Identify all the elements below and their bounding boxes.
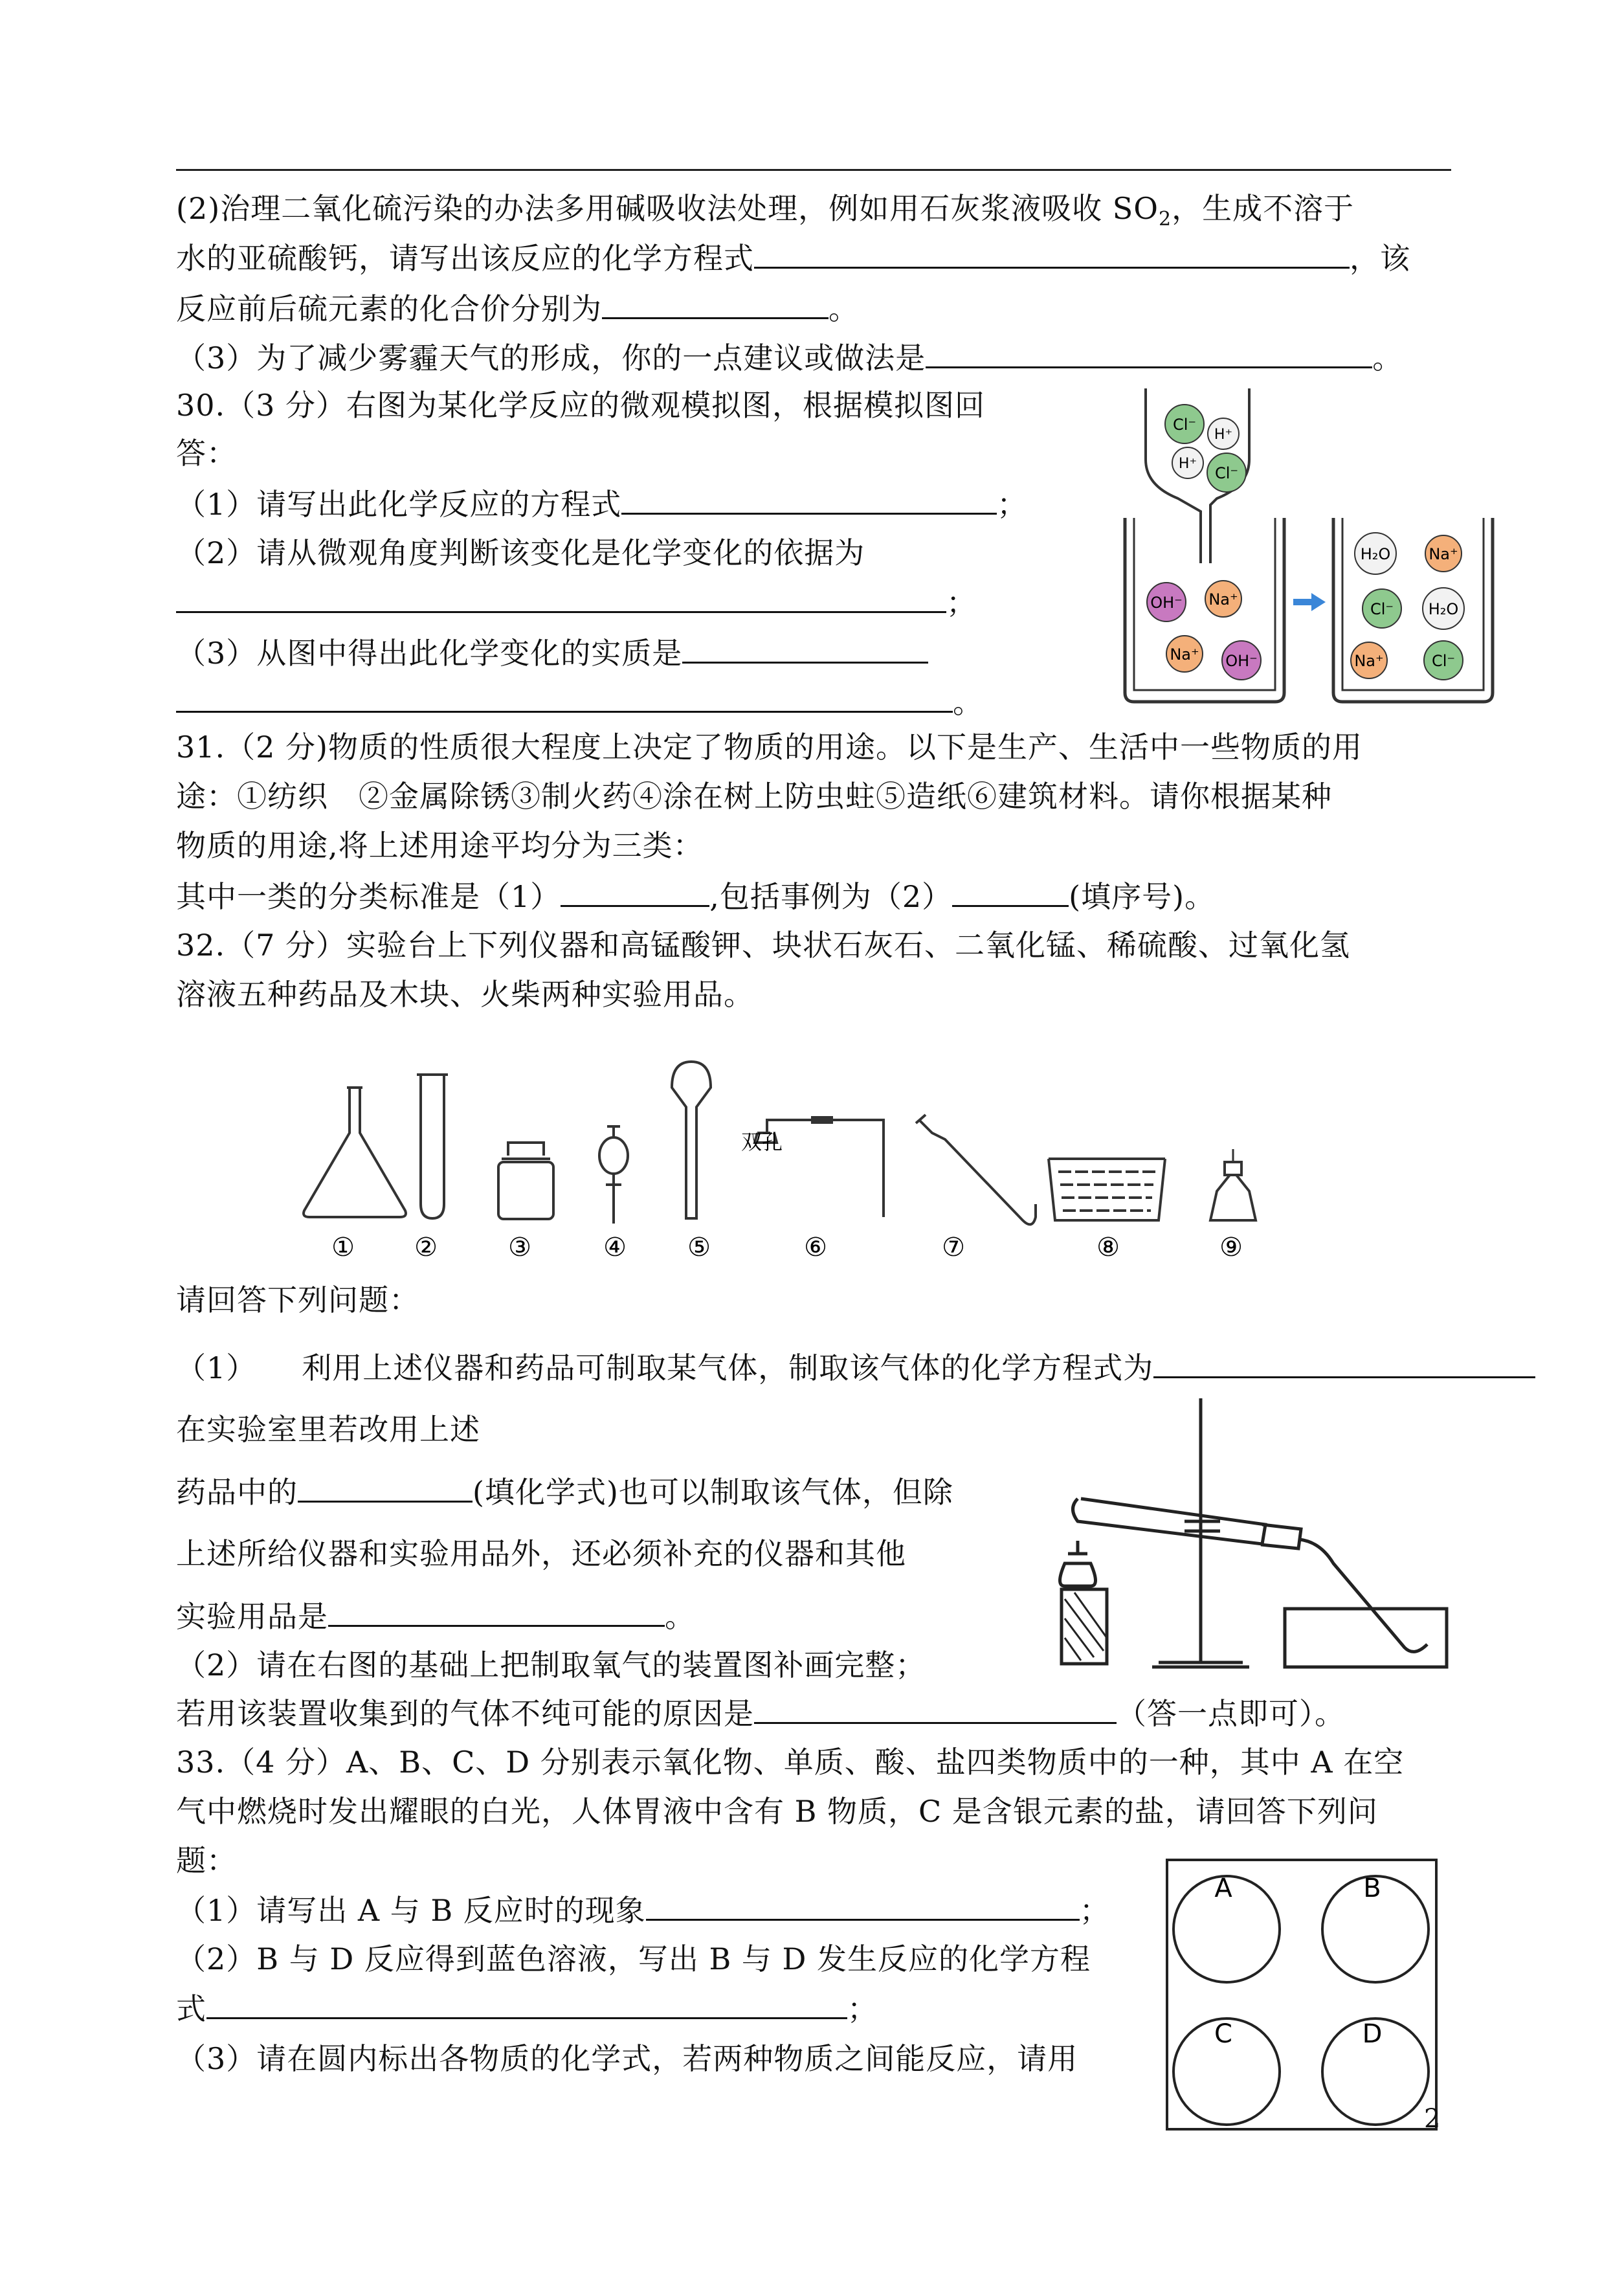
q29-valence-blank[interactable] (602, 289, 829, 319)
ion-label: Cl⁻ (1370, 600, 1394, 618)
q32-part1-line5: 实验用品是 。 (176, 1596, 695, 1636)
apparatus-label: ⑨ (1219, 1233, 1243, 1262)
q33-stem-line1: 33.（4 分）A、B、C、D 分别表示氧化物、单质、酸、盐四类物质中的一种，其中 A 在空 (176, 1745, 1405, 1780)
reaction-micro-diagram (1120, 388, 1495, 706)
ion-label: Na⁺ (1429, 545, 1458, 563)
q32-stem-line1: 32.（7 分）实验台上下列仪器和高锰酸钾、块状石灰石、二氧化锰、稀硫酸、过氧化氢 (176, 928, 1351, 963)
header-rule (176, 169, 1451, 171)
q30-stem-line1: 30.（3 分）右图为某化学反应的微观模拟图，根据模拟图回 (176, 388, 986, 423)
apparatus-label: ⑦ (942, 1233, 965, 1262)
q29-suggestion-blank[interactable] (926, 338, 1372, 368)
q30-part3-answer: 。 (176, 682, 983, 722)
q30-part1: （1）请写出此化学反应的方程式 ； (176, 484, 1027, 524)
apparatus-label: ⑥ (804, 1233, 827, 1262)
q33-part2-line2: 式 ； (176, 1989, 878, 2028)
q33-phenomenon-blank[interactable] (646, 1890, 1080, 1921)
ion-label: Cl⁻ (1214, 464, 1239, 482)
ion-label: H⁺ (1178, 456, 1197, 472)
circle-label: C (1214, 2019, 1232, 2049)
molecule-label: H₂O (1360, 545, 1391, 563)
q33-equation-blank[interactable] (206, 1989, 847, 2019)
ion-label: OH⁻ (1225, 652, 1258, 670)
q32-part1-line1: （1） 利用上述仪器和药品可制取某气体，制取该气体的化学方程式为 (176, 1348, 1535, 1387)
circle-label: A (1214, 1874, 1232, 1903)
circle-label: D (1362, 2019, 1383, 2049)
molecule-label: H₂O (1428, 600, 1459, 618)
q33-stem-line2: 气中燃烧时发出耀眼的白光，人体胃液中含有 B 物质，C 是含银元素的盐，请回答下列问 (176, 1794, 1378, 1829)
circle-label: B (1363, 1874, 1381, 1903)
q32-part1-line2: 在实验室里若改用上述 (176, 1412, 480, 1447)
page-number: 2 (1424, 2104, 1441, 2134)
stopper-label: 双孔 (741, 1130, 783, 1154)
apparatus-label: ④ (603, 1233, 627, 1262)
oxygen-apparatus-sketch (1055, 1392, 1469, 1683)
q32-part1-line4: 上述所给仪器和实验用品外，还必须补充的仪器和其他 (176, 1536, 906, 1571)
q31-stem-line1: 31.（2 分)物质的性质很大程度上决定了物质的用途。以下是生产、生活中一些物质的用 (176, 730, 1363, 765)
q31-answer-line: 其中一类的分类标准是（1） ,包括事例为（2） (填序号)。 (176, 877, 1215, 916)
substance-circles-box (1165, 1858, 1443, 2136)
apparatus-label: ⑧ (1096, 1233, 1120, 1262)
apparatus-label: ③ (508, 1233, 531, 1262)
q30-part2: （2）请从微观角度判断该变化是化学变化的依据为 (176, 535, 865, 570)
q33-part2-line1: （2）B 与 D 反应得到蓝色溶液，写出 B 与 D 发生反应的化学方程 (176, 1941, 1091, 1976)
q32-formula-blank[interactable] (298, 1472, 473, 1503)
q32-part2-line1: （2）请在右图的基础上把制取氧气的装置图补画完整； (176, 1648, 926, 1683)
q33-part1: （1）请写出 A 与 B 反应时的现象 ； (176, 1890, 1110, 1930)
q32-impurity-blank[interactable] (754, 1694, 1117, 1724)
apparatus-figure (285, 1029, 1295, 1262)
q30-essence-blank2[interactable] (176, 682, 953, 713)
q29-part2-line2: 水的亚硫酸钙，请写出该反应的化学方程式 ，该 (176, 238, 1410, 278)
q29-part3: （3）为了减少雾霾天气的形成，你的一点建议或做法是 。 (176, 338, 1403, 377)
q32-extra-items-blank[interactable] (328, 1596, 665, 1627)
q31-stem-line2: 途：①纺织 ②金属除锈③制火药④涂在树上防虫蛀⑤造纸⑥建筑材料。请你根据某种 (176, 779, 1332, 814)
q30-essence-blank1[interactable] (682, 633, 928, 664)
q33-stem-line3: 题： (176, 1843, 237, 1878)
q32-prompt: 请回答下列问题： (176, 1282, 419, 1317)
q31-examples-blank[interactable] (952, 877, 1069, 907)
q30-equation-blank[interactable] (621, 484, 997, 515)
q29-part2-line3: 反应前后硫元素的化合价分别为 。 (176, 289, 859, 328)
ion-label: Na⁺ (1170, 645, 1199, 664)
ion-label: OH⁻ (1150, 594, 1183, 612)
q31-criterion-blank[interactable] (561, 877, 709, 907)
q29-equation-blank[interactable] (754, 238, 1350, 269)
apparatus-label: ② (414, 1233, 438, 1262)
q32-stem-line2: 溶液五种药品及木块、火柴两种实验用品。 (176, 977, 754, 1012)
ion-label: Cl⁻ (1431, 652, 1456, 670)
q30-part2-answer: ； (176, 583, 977, 622)
apparatus-label: ⑤ (687, 1233, 711, 1262)
ion-label: Na⁺ (1354, 652, 1384, 670)
q31-stem-line3: 物质的用途,将上述用途平均分为三类： (176, 828, 704, 863)
ion-label: Na⁺ (1208, 590, 1238, 609)
q32-equation-blank[interactable] (1153, 1348, 1535, 1378)
q32-part2-line2: 若用该装置收集到的气体不纯可能的原因是 （答一点即可）。 (176, 1694, 1345, 1733)
q32-part1-line3: 药品中的 (填化学式)也可以制取该气体，但除 (176, 1472, 953, 1512)
q30-part3: （3）从图中得出此化学变化的实质是 (176, 633, 928, 673)
ion-label: Cl⁻ (1172, 416, 1197, 434)
q33-part3: （3）请在圆内标出各物质的化学式，若两种物质之间能反应，请用 (176, 2041, 1078, 2076)
q30-stem-line2: 答： (176, 436, 237, 471)
apparatus-label: ① (331, 1233, 355, 1262)
q30-evidence-blank[interactable] (176, 583, 946, 613)
q29-part2-line1: (2)治理二氧化硫污染的办法多用碱吸收法处理，例如用石灰浆液吸收 $SO_2$，生成不溶于 (176, 191, 1355, 231)
ion-label: H⁺ (1214, 427, 1233, 443)
